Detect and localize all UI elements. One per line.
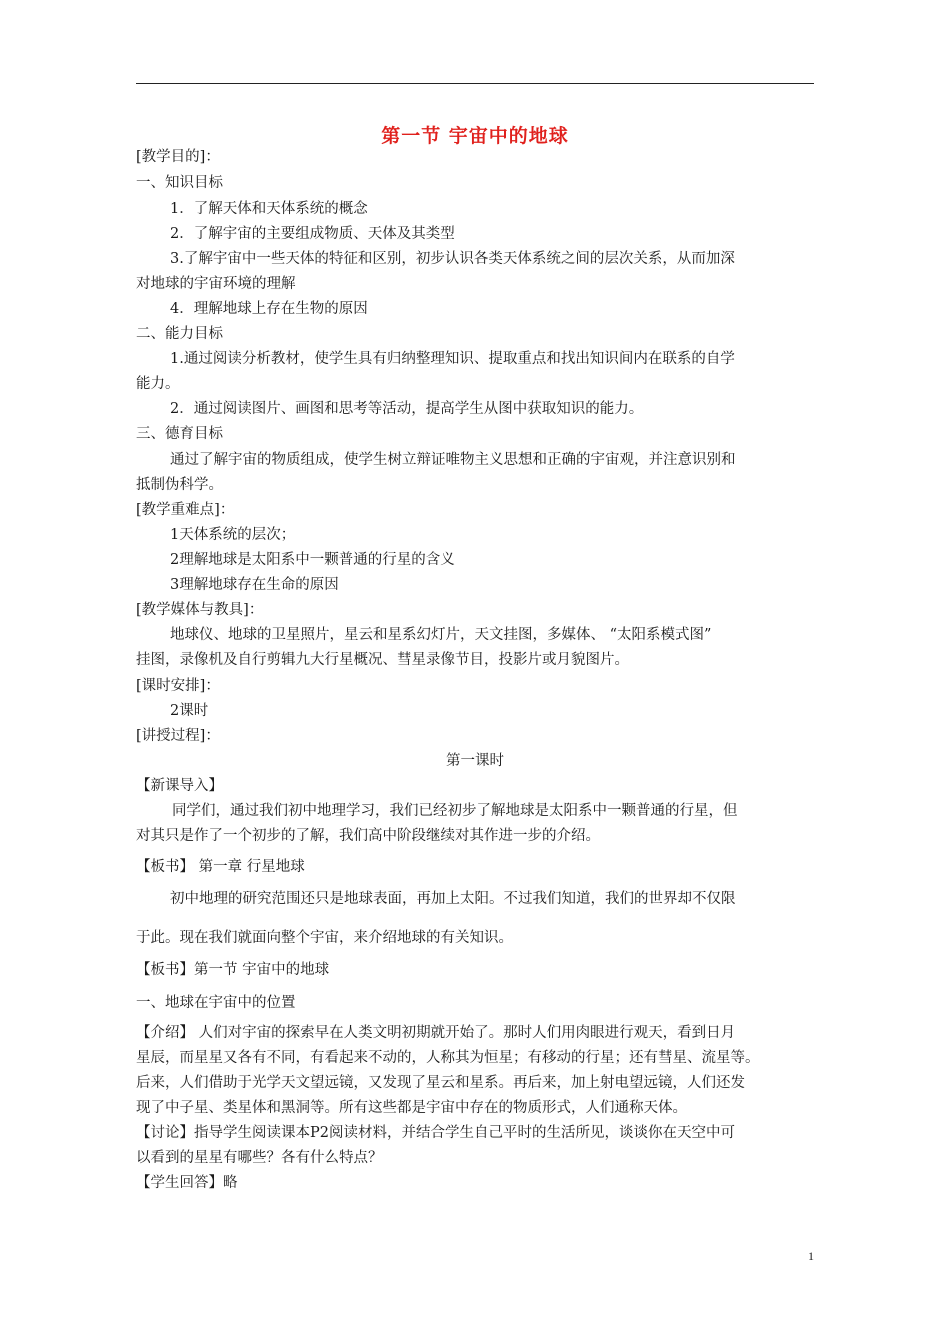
- subheading: 一、地球在宇宙中的位置: [136, 995, 296, 1011]
- paragraph-line: 2．通过阅读图片、画图和思考等活动，提高学生从图中获取知识的能力。: [170, 401, 644, 417]
- board-note: 【板书】 第一章 行星地球: [136, 859, 305, 875]
- paragraph-line: 同学们，通过我们初中地理学习，我们已经初步了解地球是太阳系中一颗普通的行星，但: [172, 803, 738, 819]
- paragraph-line: 对其只是作了一个初步的了解，我们高中阶段继续对其作进一步的介绍。: [136, 828, 600, 844]
- paragraph-line: 2课时: [170, 703, 209, 719]
- list-item: 1天体系统的层次；: [170, 527, 296, 543]
- page-number: 1: [808, 1249, 814, 1263]
- section-heading: [教学目的]：: [136, 149, 220, 165]
- paragraph-line: 初中地理的研究范围还只是地球表面，再加上太阳。不过我们知道，我们的世界却不仅限: [170, 891, 736, 907]
- board-note: 【板书】第一节 宇宙中的地球: [136, 962, 330, 978]
- subheading: 二、能力目标: [136, 326, 223, 342]
- paragraph-line: 对地球的宇宙环境的理解: [136, 276, 296, 292]
- paragraph-line: 地球仪、地球的卫星照片，星云和星系幻灯片，天文挂图，多媒体、 “太阳系模式图”: [170, 627, 712, 643]
- lesson-heading: 第一课时: [446, 753, 504, 769]
- paragraph-line: 后来，人们借助于光学天文望远镜，又发现了星云和星系。再后来，加上射电望远镜，人们还发: [136, 1075, 745, 1091]
- section-heading: [讲授过程]：: [136, 728, 220, 744]
- paragraph-line: 1．了解天体和天体系统的概念: [170, 201, 368, 217]
- page-title: 第一节 宇宙中的地球: [381, 125, 569, 147]
- paragraph-line: 现了中子星、类星体和黑洞等。所有这些都是宇宙中存在的物质形式，人们通称天体。: [136, 1100, 687, 1116]
- section-heading: [教学重难点]：: [136, 502, 235, 518]
- paragraph-line: 于此。现在我们就面向整个宇宙，来介绍地球的有关知识。: [136, 930, 513, 946]
- paragraph-line: 3.了解宇宙中一些天体的特征和区别，初步认识各类天体系统之间的层次关系，从而加深: [170, 251, 735, 267]
- section-heading: 【新课导入】: [136, 778, 223, 794]
- paragraph-line: 4．理解地球上存在生物的原因: [170, 301, 368, 317]
- paragraph-line: 2．了解宇宙的主要组成物质、天体及其类型: [170, 226, 455, 242]
- paragraph-line: 抵制伪科学。: [136, 477, 223, 493]
- paragraph-line: 【介绍】 人们对宇宙的探索早在人类文明初期就开始了。那时人们用肉眼进行观天，看到日月: [136, 1025, 736, 1041]
- subheading: 三、德育目标: [136, 426, 223, 442]
- paragraph-line: 以看到的星星有哪些？各有什么特点？: [136, 1150, 383, 1166]
- paragraph-line: 1.通过阅读分析教材，使学生具有归纳整理知识、提取重点和找出知识间内在联系的自学: [170, 351, 735, 367]
- paragraph-line: 【学生回答】略: [136, 1175, 238, 1191]
- paragraph-line: 星辰，而星星又各有不同，有看起来不动的，人称其为恒星；有移动的行星；还有彗星、流星等。: [136, 1050, 760, 1066]
- list-item: 2理解地球是太阳系中一颗普通的行星的含义: [170, 552, 455, 568]
- section-heading: [课时安排]：: [136, 678, 220, 694]
- paragraph-line: 【讨论】指导学生阅读课本P2阅读材料，并结合学生自己平时的生活所见，谈谈你在天空中可: [136, 1125, 735, 1141]
- subheading: 一、知识目标: [136, 175, 223, 191]
- paragraph-line: 挂图，录像机及自行剪辑九大行星概况、彗星录像节目，投影片或月貌图片。: [136, 652, 629, 668]
- paragraph-line: 通过了解宇宙的物质组成，使学生树立辩证唯物主义思想和正确的宇宙观，并注意识别和: [170, 452, 736, 468]
- list-item: 3理解地球存在生命的原因: [170, 577, 339, 593]
- section-heading: [教学媒体与教具]：: [136, 602, 264, 618]
- paragraph-line: 能力。: [136, 376, 180, 392]
- header-rule: [136, 83, 814, 84]
